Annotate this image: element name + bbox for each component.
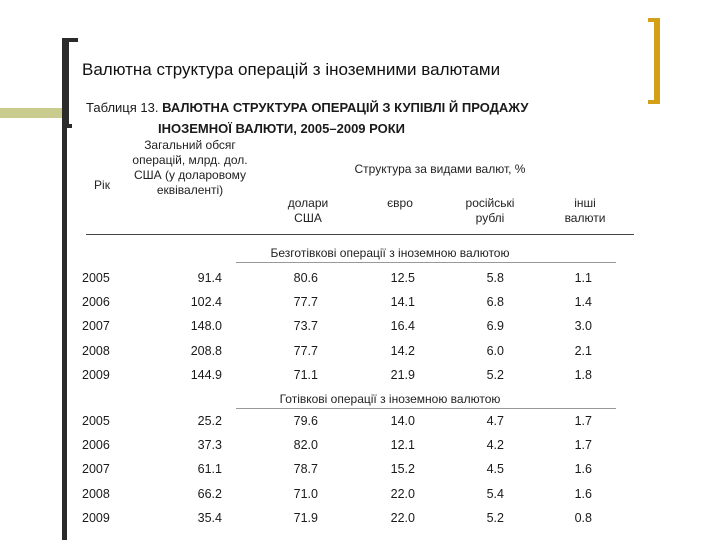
- right-bracket-bottom-cap: [648, 100, 660, 104]
- section-divider: [236, 262, 616, 263]
- table-row: [0, 462, 720, 482]
- cell-year: 2006: [82, 438, 110, 453]
- cell-total: 61.1: [197, 462, 222, 477]
- cell-other: 1.8: [574, 367, 592, 382]
- cell-year: 2005: [82, 271, 110, 285]
- cell-year: 2007: [82, 319, 110, 334]
- cell-rub: 4.2: [486, 438, 504, 453]
- cell-total: 148.0: [190, 319, 222, 334]
- table-caption: [86, 100, 528, 115]
- table-row: [0, 414, 720, 434]
- cell-rub: 5.2: [486, 367, 504, 382]
- left-bracket-upper: [62, 38, 69, 124]
- cell-rub: 5.4: [486, 486, 504, 501]
- right-bracket: [654, 18, 660, 104]
- cell-total: 208.8: [190, 343, 222, 358]
- cell-eur: 14.2: [390, 343, 415, 358]
- table-row: [0, 344, 720, 364]
- cell-eur: 22.0: [390, 486, 415, 501]
- cell-year: 2009: [82, 367, 110, 382]
- cell-rub: 6.0: [486, 343, 504, 358]
- cell-eur: 12.5: [390, 271, 415, 285]
- cell-eur: 22.0: [390, 510, 415, 525]
- section-title-cashless: Безготівкові операції з іноземною валютою: [270, 246, 510, 260]
- cell-total: 102.4: [190, 295, 222, 310]
- header-currency-structure: Структура за видами валют, %: [354, 162, 526, 176]
- cell-other: 1.7: [574, 414, 592, 428]
- cell-usd: 77.7: [293, 295, 318, 310]
- cell-eur: 14.1: [390, 295, 415, 310]
- cell-other: 1.1: [574, 271, 592, 285]
- cell-total: 37.3: [197, 438, 222, 453]
- cell-rub: 4.7: [486, 414, 504, 428]
- table-caption-label: Таблиця 13.: [86, 100, 159, 115]
- header-divider: [86, 234, 634, 235]
- cell-eur: 15.2: [390, 462, 415, 477]
- cell-eur: 16.4: [390, 319, 415, 334]
- cell-usd: 73.7: [293, 319, 318, 334]
- cell-year: 2008: [82, 486, 110, 501]
- cell-usd: 71.0: [293, 486, 318, 501]
- cell-other: 1.6: [574, 462, 592, 477]
- cell-rub: 6.9: [486, 319, 504, 334]
- cell-usd: 71.9: [293, 510, 318, 525]
- cell-other: 2.1: [574, 343, 592, 358]
- cell-year: 2009: [82, 510, 110, 525]
- table-row: [0, 319, 720, 339]
- cell-rub: 5.2: [486, 510, 504, 525]
- header-year: Рік: [94, 178, 110, 192]
- cell-usd: 79.6: [293, 414, 318, 428]
- table-row: [0, 511, 720, 531]
- cell-total: 144.9: [190, 367, 222, 382]
- cell-usd: 71.1: [293, 367, 318, 382]
- cell-other: 0.8: [574, 510, 592, 525]
- table-caption-title-line2: ІНОЗЕМНОЇ ВАЛЮТИ, 2005–2009 РОКИ: [158, 121, 406, 136]
- cell-total: 25.2: [197, 414, 222, 428]
- header-eur: євро: [387, 196, 413, 210]
- table-row: [0, 368, 720, 388]
- cell-total: 66.2: [197, 486, 222, 501]
- cell-eur: 12.1: [390, 438, 415, 453]
- cell-usd: 77.7: [293, 343, 318, 358]
- cell-year: 2005: [82, 414, 110, 428]
- cell-total: 91.4: [197, 271, 222, 285]
- cell-eur: 14.0: [390, 414, 415, 428]
- header-other: інші валюти: [564, 196, 606, 225]
- cell-year: 2006: [82, 295, 110, 310]
- cell-other: 3.0: [574, 319, 592, 334]
- cell-usd: 78.7: [293, 462, 318, 477]
- table-row: [0, 271, 720, 291]
- table-caption-title: ВАЛЮТНА СТРУКТУРА ОПЕРАЦІЙ З КУПІВЛІ Й ПРОДАЖУ: [162, 100, 529, 115]
- cell-usd: 80.6: [293, 271, 318, 285]
- cell-year: 2007: [82, 462, 110, 477]
- cell-rub: 6.8: [486, 295, 504, 310]
- cell-rub: 4.5: [486, 462, 504, 477]
- section-divider: [236, 408, 616, 409]
- olive-accent-bar: [0, 108, 62, 118]
- cell-rub: 5.8: [486, 271, 504, 285]
- table-row: [0, 438, 720, 458]
- slide-title: Валютна структура операцій з іноземними валютами: [82, 60, 501, 79]
- cell-year: 2008: [82, 343, 110, 358]
- header-total-volume: Загальний обсяг операцій, млрд. дол. США (у доларовому еквіваленті): [132, 138, 248, 197]
- section-title-cash: Готівкові операції з іноземною валютою: [279, 392, 501, 406]
- cell-other: 1.6: [574, 486, 592, 501]
- table-row: [0, 487, 720, 507]
- cell-other: 1.7: [574, 438, 592, 453]
- header-usd: долари США: [287, 196, 329, 225]
- cell-total: 35.4: [197, 510, 222, 525]
- table-row: [0, 295, 720, 315]
- cell-usd: 82.0: [293, 438, 318, 453]
- cell-eur: 21.9: [390, 367, 415, 382]
- cell-other: 1.4: [574, 295, 592, 310]
- header-rub: російські рублі: [465, 196, 515, 225]
